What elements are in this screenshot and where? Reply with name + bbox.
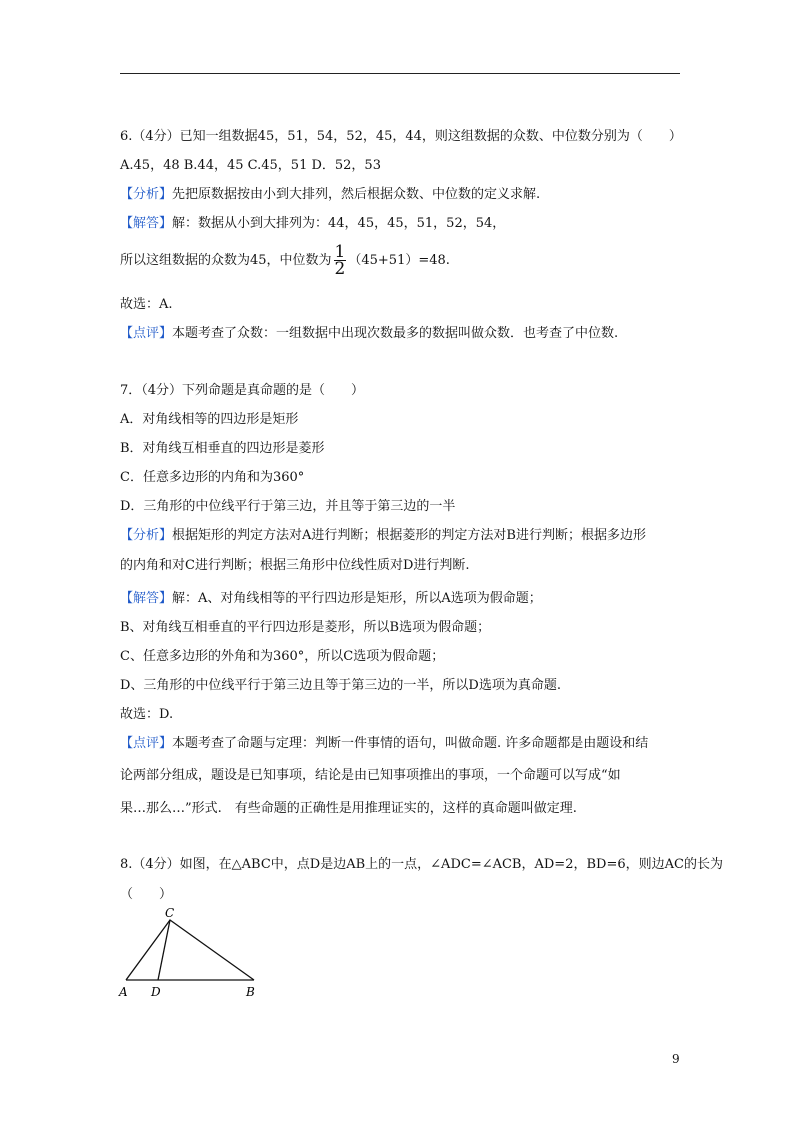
- label-c: C: [165, 906, 175, 920]
- fraction-denominator: 2: [334, 259, 346, 279]
- q7-option-a: A．对角线相等的四边形是矩形: [120, 412, 299, 427]
- q6-analysis-text: 先把原数据按由小到大排列，然后根据众数、中位数的定义求解.: [172, 187, 541, 202]
- q7-answer-text-3: C、任意多边形的外角和为360°，所以C选项为假命题；: [120, 649, 445, 664]
- analysis-tag: 【分析】: [120, 528, 173, 543]
- analysis-tag: 【分析】: [120, 187, 173, 202]
- q7-answer-text-1: 解：A、对角线相等的平行四边形是矩形，所以A选项为假命题；: [172, 591, 542, 606]
- q7-stem: 7．（4分）下列命题是真命题的是（ ）: [120, 383, 365, 398]
- fraction: [334, 244, 347, 277]
- q7-option-c: C．任意多边形的内角和为360°: [120, 470, 305, 485]
- q6-choice: 故选：A.: [120, 297, 173, 312]
- page-number: 9: [672, 1052, 680, 1066]
- comment-tag: 【点评】: [120, 326, 173, 341]
- q7-option-b: B．对角线互相垂直的四边形是菱形: [120, 441, 325, 456]
- answer-tag: 【解答】: [120, 216, 173, 231]
- q8-paren: （ ）: [120, 887, 173, 902]
- q6-conclusion-post: （45+51）=48.: [348, 253, 450, 268]
- q6-answer-text: 解：数据从小到大排列为：44，45，45，51，52，54，: [172, 216, 506, 231]
- label-d: D: [151, 985, 161, 999]
- q6-stem: 6.（4分）已知一组数据45，51，54，52，45，44，则这组数据的众数、中位数分别为（ ）: [120, 129, 682, 144]
- q7-comment: [120, 735, 648, 753]
- fraction-numerator: 1: [334, 242, 346, 262]
- q6-conclusion-pre: 所以这组数据的众数为45，中位数为: [120, 253, 332, 268]
- label-a: A: [119, 985, 128, 999]
- triangle-figure: [118, 905, 268, 1000]
- q7-comment-text-2: 论两部分组成，题设是已知事项，结论是由已知事项推出的事项，一个命题可以写成“如: [120, 768, 621, 783]
- answer-tag: 【解答】: [120, 591, 173, 606]
- q7-answer-text-2: B、对角线互相垂直的平行四边形是菱形，所以B选项为假命题；: [120, 620, 491, 635]
- q6-answer: [120, 215, 505, 233]
- q6-options: A.45，48 B.44，45 C.45，51 D．52，53: [120, 158, 381, 173]
- q7-option-d: D．三角形的中位线平行于第三边，并且等于第三边的一半: [120, 499, 456, 514]
- q6-conclusion: [120, 244, 450, 278]
- triangle-diagram: [118, 905, 268, 1000]
- header-rule: [120, 73, 680, 74]
- q7-answer: [120, 590, 542, 608]
- q7-comment-text-3: 果…那么…”形式. 有些命题的正确性是用推理证实的，这样的真命题叫做定理.: [120, 801, 577, 816]
- q8-stem: 8.（4分）如图，在△ABC中，点D是边AB上的一点，∠ADC=∠ACB，AD=2，BD=6，则边AC的长为: [120, 857, 723, 872]
- q7-analysis-text-2: 的内角和对C进行判断；根据三角形中位线性质对D进行判断.: [120, 558, 470, 573]
- q7-answer-text-4: D、三角形的中位线平行于第三边且等于第三边的一半，所以D选项为真命题.: [120, 678, 561, 693]
- comment-tag: 【点评】: [120, 736, 173, 751]
- q6-comment-text: 本题考查了众数：一组数据中出现次数最多的数据叫做众数．也考查了中位数.: [172, 326, 619, 341]
- q7-comment-text-1: 本题考查了命题与定理：判断一件事情的语句，叫做命题. 许多命题都是由题设和结: [172, 736, 649, 751]
- q7-analysis-text-1: 根据矩形的判定方法对A进行判断；根据菱形的判定方法对B进行判断；根据多边形: [172, 528, 646, 543]
- q6-comment: [120, 325, 618, 343]
- q7-analysis: [120, 527, 646, 545]
- label-b: B: [246, 985, 255, 999]
- triangle-sides-ac-cb: [126, 920, 254, 980]
- q7-choice: 故选：D.: [120, 707, 174, 722]
- q6-analysis: [120, 186, 540, 204]
